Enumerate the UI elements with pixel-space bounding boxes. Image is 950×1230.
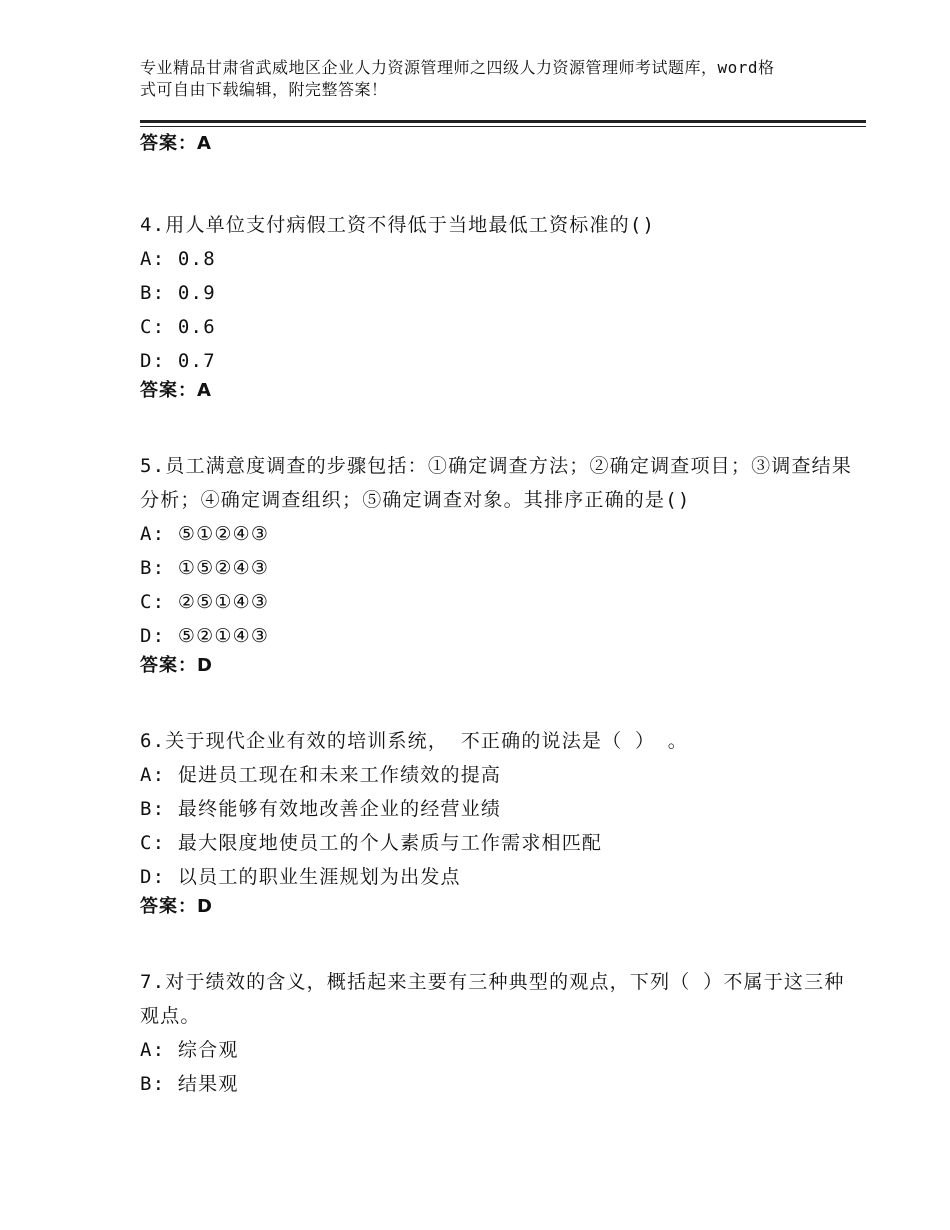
option-d: D: 0.7 [140, 350, 216, 372]
question-7 [140, 965, 860, 1101]
question-text: 5.员工满意度调查的步骤包括：①确定调查方法；②确定调查项目；③调查结果分析；④确定调查组织；⑤确定调查对象。其排序正确的是() [140, 455, 853, 511]
option-c: C: 最大限度地使员工的个人素质与工作需求相匹配 [140, 832, 603, 854]
answer-label: 答案：D [140, 655, 213, 676]
option-c: C: 0.6 [140, 316, 216, 338]
option-b: B: 结果观 [140, 1073, 239, 1095]
option-a: A: 0.8 [140, 248, 216, 270]
question-text: 4.用人单位支付病假工资不得低于当地最低工资标准的() [140, 214, 656, 236]
header-rule-thick [140, 120, 866, 123]
question-5 [140, 449, 860, 679]
option-b: B: ①⑤②④③ [140, 557, 270, 579]
question-text: 7.对于绩效的含义，概括起来主要有三种典型的观点，下列（ ）不属于这三种观点。 [140, 971, 845, 1027]
option-d: D: 以员工的职业生涯规划为出发点 [140, 866, 461, 888]
option-c: C: ②⑤①④③ [140, 591, 270, 613]
question-text: 6.关于现代企业有效的培训系统， 不正确的说法是（ ） 。 [140, 730, 688, 752]
option-b: B: 最终能够有效地改善企业的经营业绩 [140, 798, 502, 820]
question-list [140, 131, 860, 1101]
option-a: A: 促进员工现在和未来工作绩效的提高 [140, 764, 502, 786]
option-a: A: ⑤①②④③ [140, 523, 270, 545]
question-6 [140, 724, 860, 920]
option-b: B: 0.9 [140, 282, 216, 304]
answer-label: 答案：A [140, 380, 212, 401]
option-a: A: 综合观 [140, 1039, 239, 1061]
option-d: D: ⑤②①④③ [140, 625, 270, 647]
answer-label: 答案：D [140, 896, 213, 917]
document-header: 专业精品甘肃省武威地区企业人力资源管理师之四级人力资源管理师考试题库，word格式可自由下载编辑，附完整答案！ [140, 58, 775, 99]
question-4 [140, 208, 860, 404]
header-rule-thin [140, 126, 866, 127]
answer-label: 答案：A [140, 133, 212, 154]
